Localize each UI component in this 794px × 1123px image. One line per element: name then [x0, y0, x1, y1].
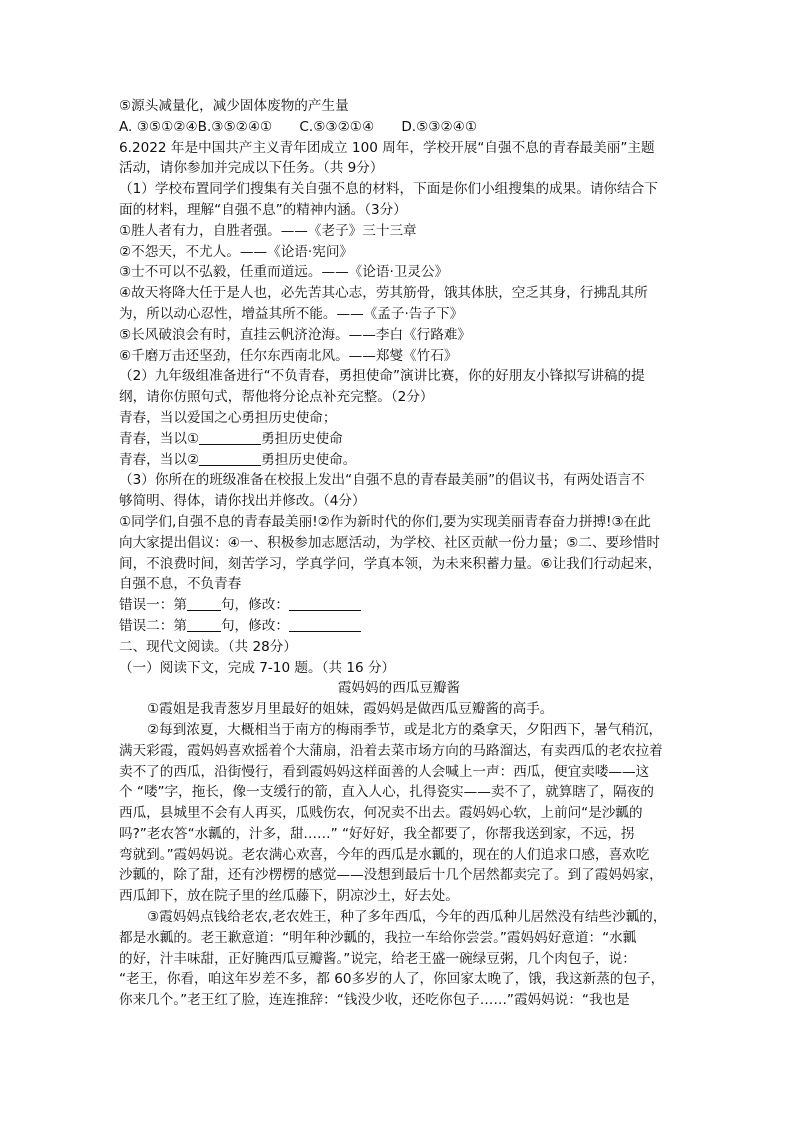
section-heading: 二、现代文阅读。（共 28分） — [119, 638, 297, 655]
text-line: 为，所以动心忍性，增益其所不能。——《孟子·告子下》 — [119, 305, 464, 322]
error-label: 错误二：第 — [119, 617, 187, 634]
quote-5: ⑤长风破浪会有时，直挂云帆济沧海。——李白《行路难》 — [119, 326, 472, 343]
text-line: 纲，请你仿照句式，帮他将分论点补充完整。（2分） — [119, 389, 434, 406]
proposal-text: ①同学们,自强不息的青春最美丽!②作为新时代的你们,要为实现美丽青春奋力拼搏!③在此 — [119, 513, 651, 530]
text-line: 够简明、得体，请你找出并修改。（4分） — [119, 493, 366, 510]
paragraph-1: ①霞姐是我青葱岁月里最好的姐妹，霞妈妈是做西瓜豆瓣酱的高手。 — [147, 701, 554, 718]
paragraph-2: ②每到浓夏，大概相当于南方的梅雨季节，或是北方的桑拿天，夕阳西下，暑气稍沉， — [147, 721, 663, 738]
error-line-1 — [119, 595, 679, 616]
error-label: 错误一：第 — [119, 597, 187, 614]
paragraph-2-line: 卖不了的西瓜，沿街慢行，看到霞妈妈这样面善的人会喊上一声：西瓜，便宜卖喽——这 — [119, 763, 650, 780]
error-label: 句，修改： — [220, 617, 289, 634]
paragraph-2-line: 弯就到。”霞妈妈说。老农满心欢喜，今年的西瓜是水瓤的，现在的人们追求口感，喜欢吃 — [119, 846, 650, 863]
paragraph-3-line: 都是水瓤的。老王歉意道：“明年种沙瓤的，我拉一车给你尝尝。”霞妈妈好意道：“水瓤 — [119, 929, 637, 946]
paragraph-2-line: 吗?”老农答“水瓤的，汁多，甜……” “好好好，我全都要了，你帮我送到家，不远，拐 — [119, 825, 635, 842]
quote-4: ④故天将降大任于是人也，必先苦其心志，劳其筋骨，饿其体肤，空乏其身，行拂乱其所 — [119, 285, 648, 302]
sentence-number-blank[interactable] — [187, 596, 221, 611]
paragraph-3-line: “老王，你看，咱这年岁差不多，都 60多岁的人了，你回家太晚了，饿，我这新蒸的包子， — [119, 971, 665, 988]
fill-prefix: 青春，当以② — [119, 451, 200, 468]
subquestion-2: （2）九年级组准备进行“不负青春，勇担使命”演讲比赛，你的好朋友小锋拟写讲稿的提 — [119, 368, 645, 385]
proposal-text: 向大家提出倡议：④一、积极参加志愿活动，为学校、社区贡献一份力量；⑤二、要珍惜时 — [119, 534, 660, 551]
document-page — [119, 96, 679, 1011]
paragraph-2-line: 满天彩霞，霞妈妈喜欢摇着个大蒲扇，沿着去菜市场方向的马路溜达，有卖西瓜的老农拉着 — [119, 742, 663, 759]
article-title: 霞妈妈的西瓜豆瓣酱 — [337, 680, 461, 697]
paragraph-3-line: 你来几个。”老王红了脸，连连推辞：“钱没少收，还吃你包子……”霞妈妈说：“我也是 — [119, 992, 630, 1009]
subquestion-3: （3）你所在的班级准备在校报上发出“自强不息的青春最美丽”的倡议书，有两处语言不 — [119, 472, 645, 489]
answer-options: A. ③⑤①②④B.③⑤②④① C.⑤③②①④ D.⑤③②④① — [119, 118, 478, 135]
question-6-stem: 6.2022 年是中国共产主义青年团成立 100 周年，学校开展“自强不息的青春最美丽”主题 — [119, 139, 655, 156]
paragraph-2-line: 西瓜卸下，放在院子里的丝瓜藤下，阴凉沙土，好去处。 — [119, 888, 459, 905]
quote-2: ②不怨天，不尤人。——《论语·宪问》 — [119, 243, 354, 260]
subquestion-1: （1）学校布置同学们搜集有关自强不息的材料，下面是你们小组搜集的成果。请你结合下 — [119, 181, 658, 198]
sentence-number-blank[interactable] — [187, 617, 221, 632]
quote-3: ③士不可以不弘毅，任重而道远。——《论语·卫灵公》 — [119, 264, 449, 281]
paragraph-2-line: 沙瓤的，除了甜，还有沙楞楞的感觉——没想到最后十几个居然都卖完了。到了霞妈妈家， — [119, 867, 663, 884]
fill-suffix: 勇担历史使命 — [261, 430, 343, 447]
fill-prefix: 青春，当以① — [119, 430, 200, 447]
error-label: 句，修改： — [220, 597, 289, 614]
error-line-2 — [119, 616, 679, 637]
text-line: 面的材料，理解“自强不息”的精神内涵。（3分） — [119, 201, 407, 218]
fill-suffix: 勇担历史使命。 — [261, 451, 357, 468]
answer-blank[interactable] — [199, 430, 261, 445]
proposal-text: 间，不浪费时间，刻苦学习，学真学问，学真本领，为未来积蓄力量。⑥让我们行动起来， — [119, 555, 662, 572]
fill-line-1 — [119, 429, 679, 450]
paragraph-2-line: 西瓜，县城里不会有人再买，瓜贱伤农，何况卖不出去。霞妈妈心软，上前问“是沙瓤的 — [119, 805, 643, 822]
reading-instruction: （一）阅读下文，完成 7-10 题。（共 16 分） — [119, 659, 396, 676]
quote-6: ⑥千磨万击还坚劲，任尔东西南北风。——郑燮《竹石》 — [119, 347, 458, 364]
paragraph-3-line: 的好，汁丰味甜，正好腌西瓜豆瓣酱。”说完，给老王盛一碗绿豆粥，几个肉包子，说： — [119, 950, 636, 967]
paragraph-3: ③霞妈妈点钱给老农,老农姓王，种了多年西瓜，今年的西瓜种儿居然没有结些沙瓤的， — [147, 909, 667, 926]
text-line: ⑤源头减量化，减少固体废物的产生量 — [119, 98, 349, 114]
revision-blank[interactable] — [289, 596, 361, 611]
quote-1: ①胜人者有力，自胜者强。——《老子》三十三章 — [119, 222, 417, 239]
proposal-text: 自强不息，不负青春 — [119, 576, 242, 593]
revision-blank[interactable] — [289, 617, 361, 632]
answer-blank[interactable] — [199, 451, 261, 466]
example-sentence: 青春，当以爱国之心勇担历史使命； — [119, 409, 337, 426]
paragraph-2-line: 个 “喽”字，拖长，像一支缓行的箭，直入人心，扎得瓷实——卖不了，就算瞎了，隔夜的 — [119, 784, 654, 801]
text-line: 活动，请你参加并完成以下任务。（共 9分） — [119, 160, 384, 177]
fill-line-2 — [119, 450, 679, 471]
